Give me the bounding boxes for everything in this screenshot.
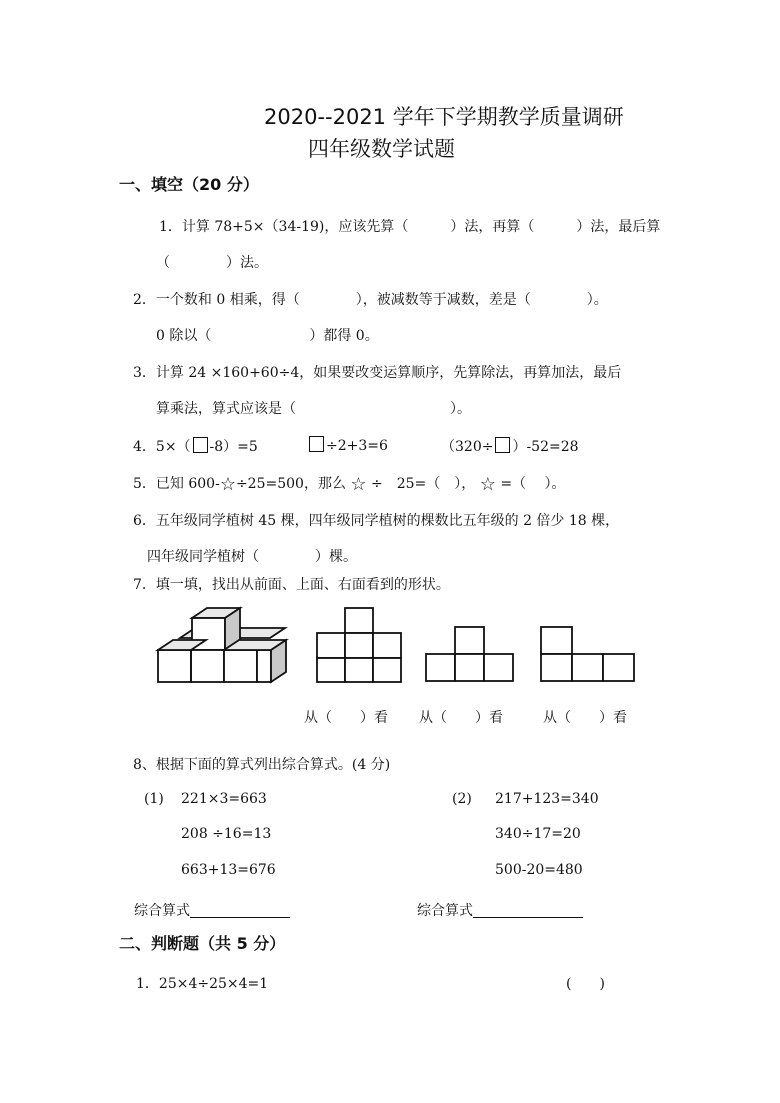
q8-part1-line1: 221×3=663: [181, 791, 267, 807]
cube-figures: [150, 600, 660, 690]
star-icon: ☆: [219, 474, 236, 495]
q4-expr3-start: （320÷: [441, 439, 494, 455]
q4-expr1-end: -8）=5: [209, 439, 258, 455]
q4-expr3: [441, 436, 579, 456]
q4-expr2: [307, 436, 388, 454]
view-label-2: 从（ ）看: [419, 710, 503, 726]
q2-line2: 0 除以（ ）都得 0。: [156, 328, 379, 344]
q4-expr3-end: ）-52=28: [512, 439, 579, 455]
star-icon: ☆: [479, 474, 496, 495]
answer-line[interactable]: [190, 903, 290, 918]
exam-title-line2: 四年级数学试题: [308, 137, 455, 161]
blank-box: [193, 437, 208, 453]
star-icon: ☆: [350, 474, 367, 495]
q8-text: 8、根据下面的算式列出综合算式。(4 分): [133, 757, 391, 773]
q8-part1-line3: 663+13=676: [181, 862, 276, 878]
answer-label: 综合算式: [417, 903, 473, 919]
q6-line1: 6．五年级同学植树 45 棵，四年级同学植树的棵数比五年级的 2 倍少 18 棵，: [133, 513, 620, 529]
section2-title: 二、判断题（共 5 分）: [119, 934, 286, 953]
q7-text: 7．填一填，找出从前面、上面、右面看到的形状。: [133, 577, 450, 593]
blank-box: [495, 437, 510, 453]
section1-title: 一、填空（20 分）: [119, 175, 259, 194]
cube-stack-3d: [158, 608, 286, 682]
q8-part2-line1: 217+123=340: [495, 791, 599, 807]
view-shape-c: [541, 627, 634, 681]
blank-box: [309, 436, 324, 452]
q8-answer1: [134, 900, 290, 920]
q2-line1: 2．一个数和 0 相乘，得（ ），被减数等于减数，差是（ ）。: [133, 292, 608, 308]
q1-line2: （ ）法。: [156, 255, 268, 271]
q5-part-c: ÷ 25=（ ），: [371, 476, 476, 492]
q8-part2-label: (2): [452, 791, 472, 807]
q5-line: [133, 473, 566, 493]
view-label-1: 从（ ）看: [304, 710, 388, 726]
q4-expr1: [133, 436, 258, 456]
q4-expr2-text: ÷2+3=6: [326, 438, 388, 454]
q5-part-a: 5．已知 600-: [133, 476, 220, 492]
answer-label: 综合算式: [134, 903, 190, 919]
q8-answer2: [417, 900, 583, 920]
view-shape-b: [426, 627, 513, 681]
q5-part-b: ÷25=500，那么: [235, 476, 346, 492]
exam-title-line1: 2020--2021 学年下学期教学质量调研: [264, 105, 624, 129]
s2-q1-answer[interactable]: ( ): [566, 976, 605, 992]
q8-part1-label: (1): [144, 791, 164, 807]
q8-part2-line2: 340÷17=20: [495, 826, 581, 842]
q8-part1-line2: 208 ÷16=13: [181, 826, 272, 842]
q8-part2-line3: 500-20=480: [495, 862, 583, 878]
q5-part-d: =（ ）。: [500, 476, 566, 492]
q3-line1: 3．计算 24 ×160+60÷4，如果要改变运算顺序，先算除法，再算加法，最后: [133, 365, 622, 381]
view-label-3: 从（ ）看: [543, 710, 627, 726]
q6-line2: 四年级同学植树（ ）棵。: [147, 549, 357, 565]
view-shape-a: [317, 608, 401, 682]
s2-q1-text: 1．25×4÷25×4=1: [136, 976, 269, 992]
q3-line2: 算乘法，算式应该是（ ）。: [156, 401, 471, 417]
q4-expr1-start: 4．5×（: [133, 439, 191, 455]
answer-line[interactable]: [473, 903, 583, 918]
q1-line1: 1．计算 78+5×（34-19)，应该先算（ ）法，再算（ ）法，最后算: [159, 219, 661, 235]
